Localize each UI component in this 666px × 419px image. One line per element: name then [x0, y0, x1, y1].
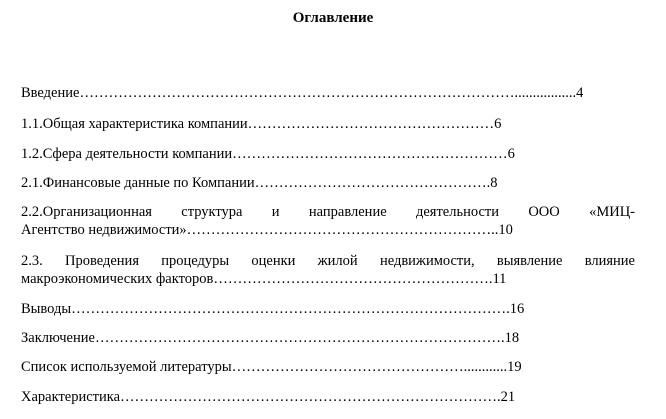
toc-entry-label: Заключение: [21, 330, 95, 346]
toc-entry-label: Характеристика: [21, 389, 121, 405]
toc-entry-line2: [21, 221, 635, 239]
toc-page-number: 19: [507, 359, 522, 375]
toc-page-number: 6: [494, 116, 502, 132]
toc-page-number: 10: [498, 222, 513, 238]
toc-leader-dots: …………………………………………............: [231, 359, 508, 375]
toc-page-number: 21: [500, 389, 516, 405]
toc-entry-label: Выводы: [21, 301, 72, 317]
toc-entry-label: 1.2.Сфера деятельности компании: [21, 146, 233, 162]
toc-entry-label-line1: 2.2.Организационная структура и направление деятельности ООО «МИЦ-: [21, 204, 635, 220]
toc-entry-2-3: [21, 252, 635, 288]
toc-entry-2-2: [21, 203, 635, 239]
toc-leader-dots: ……………………………………………………………………………….................: [79, 85, 577, 101]
toc-entry-introduction: [21, 84, 583, 102]
toc-entry-conclusions: [21, 300, 524, 318]
toc-entry-closing: [21, 329, 519, 347]
toc-page-number: 8: [490, 175, 498, 191]
toc-entry-2-1: [21, 174, 497, 192]
toc-entry-line2: [21, 270, 635, 288]
toc-entry-label: Список используемой литературы: [21, 359, 232, 375]
toc-entry-characteristic: [21, 388, 515, 406]
page-title: Оглавление: [292, 10, 374, 26]
toc-entry-label-line2: макроэкономических факторов: [21, 271, 214, 287]
toc-page-number: 16: [509, 301, 525, 317]
toc-leader-dots: ……………………………………………………………………………….: [71, 301, 510, 317]
toc-leader-dots: ………………………………………………….: [213, 271, 493, 287]
toc-entry-label-line1: 2.3. Проведения процедуры оценки жилой недвижимости, выявление влияние: [21, 253, 635, 269]
toc-leader-dots: ………………………………………………………………………….: [94, 330, 505, 346]
toc-page-number: 6: [507, 146, 515, 162]
toc-entry-label-line2: Агентство недвижимости»: [21, 222, 187, 238]
toc-leader-dots: ………………………………………………………..: [186, 222, 499, 238]
toc-page-number: 4: [576, 85, 584, 101]
toc-page-number: 18: [504, 330, 520, 346]
toc-entry-1-1: [21, 115, 501, 133]
toc-entry-references: [21, 358, 522, 376]
toc-leader-dots: …………………………………………………………………….: [120, 389, 501, 405]
toc-page-number: 11: [492, 271, 507, 287]
toc-entry-label: Введение: [21, 85, 80, 101]
toc-entry-label: 1.1.Общая характеристика компании: [21, 116, 248, 132]
toc-leader-dots: …………………………………………………: [232, 146, 508, 162]
toc-entry-1-2: [21, 145, 515, 163]
toc-entry-label: 2.1.Финансовые данные по Компании: [21, 175, 255, 191]
toc-leader-dots: ……………………………………………: [247, 116, 495, 132]
toc-leader-dots: ………………………………………….: [254, 175, 491, 191]
